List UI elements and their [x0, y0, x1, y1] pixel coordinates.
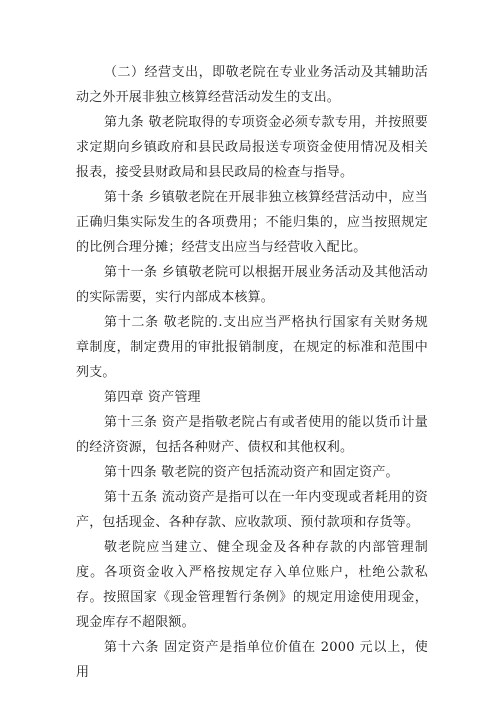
paragraph-article-12: 第十二条 敬老院的.支出应当严格执行国家有关财务规章制度，制定费用的审批报销制度，在规定的标准和范围中列支。: [76, 315, 428, 380]
chapter-heading-assets: 第四章 资产管理: [104, 390, 201, 405]
paragraph-operating-expenses: （二）经营支出，即敬老院在专业业务活动及其辅助活动之外开展非独立核算经营活动发生的支出。: [76, 65, 428, 105]
paragraph-article-15: 第十五条 流动资产是指可以在一年内变现或者耗用的资产，包括现金、各种存款、应收款项、预付款项和存货等。: [76, 490, 428, 530]
paragraph-article-11: 第十一条 乡镇敬老院可以根据开展业务活动及其他活动的实际需要，实行内部成本核算。: [76, 265, 428, 305]
paragraph-cash-management: 敬老院应当建立、健全现金及各种存款的内部管理制度。各项资金收入严格按规定存入单位账户，杜绝公款私存。按照国家《现金管理暂行条例》的规定用途使用现金，现金库存不超限额。: [76, 540, 428, 630]
paragraph-article-13: 第十三条 资产是指敬老院占有或者使用的能以货币计量的经济资源，包括各种财产、债权和其他权利。: [76, 415, 428, 455]
paragraph-article-10: 第十条 乡镇敬老院在开展非独立核算经营活动中，应当正确归集实际发生的各项费用；不能归集的，应当按照规定的比例合理分摊；经营支出应当与经营收入配比。: [76, 190, 428, 255]
paragraph-article-16: 第十六条 固定资产是指单位价值在 2000 元以上，使用: [76, 640, 428, 680]
paragraph-article-9: 第九条 敬老院取得的专项资金必须专款专用，并按照要求定期向乡镇政府和县民政局报送专项资金使用情况及相关报表，接受县财政局和县民政局的检查与指导。: [76, 115, 428, 180]
document-body: [76, 60, 428, 685]
paragraph-article-14: 第十四条 敬老院的资产包括流动资产和固定资产。: [104, 465, 399, 480]
